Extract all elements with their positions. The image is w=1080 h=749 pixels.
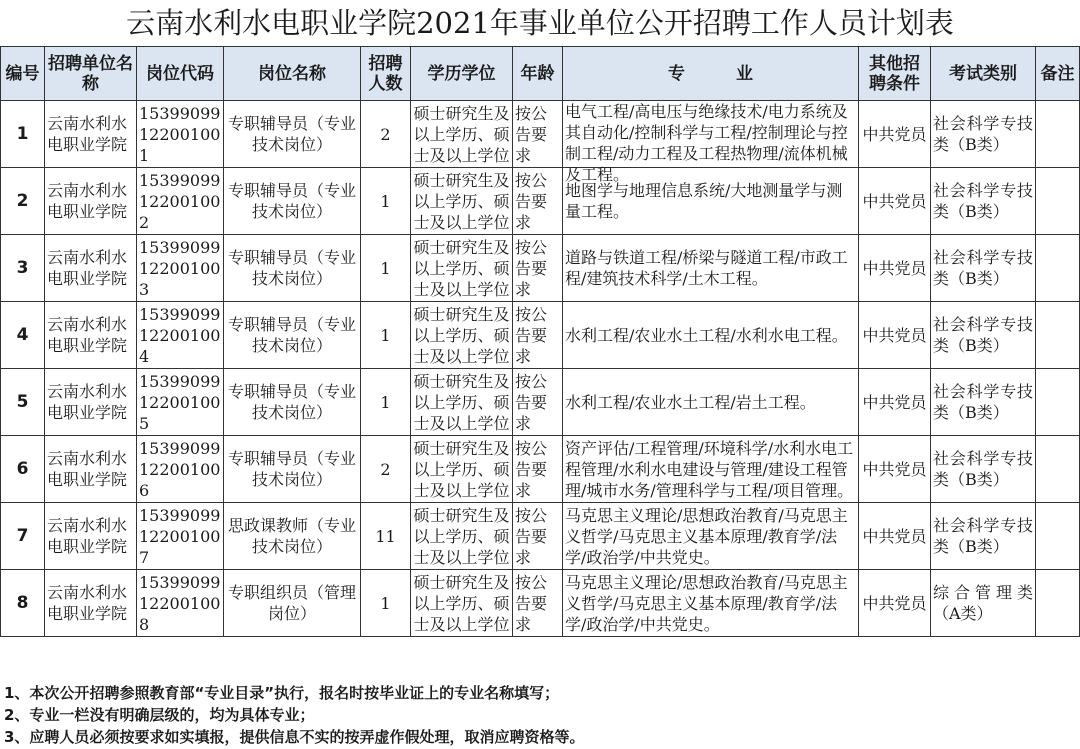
cell-post-text: 专职辅导员（专业技术岗位）	[227, 315, 356, 355]
table-row	[1, 570, 1080, 637]
cell-other	[859, 369, 931, 436]
cell-count	[361, 503, 411, 570]
cell-exam	[931, 168, 1036, 235]
cell-code-text: 15399099122001002	[139, 170, 221, 232]
cell-other	[859, 101, 931, 168]
cell-no-text: 2	[16, 190, 29, 211]
cell-edu-text: 硕士研究生及以上学历、硕士及以上学位	[413, 237, 510, 299]
cell-post-text: 专职组织员（管理岗位）	[227, 583, 356, 623]
cell-major	[563, 302, 859, 369]
cell-unit-text: 云南水利水电职业学院	[47, 248, 128, 288]
cell-unit-text: 云南水利水电职业学院	[47, 382, 128, 422]
cell-unit-text: 云南水利水电职业学院	[47, 516, 128, 556]
header-age: 年龄	[513, 47, 563, 101]
header-unit: 招聘单位名称	[45, 47, 137, 101]
cell-count-text: 1	[380, 593, 391, 613]
cell-unit	[45, 235, 137, 302]
cell-code	[137, 101, 224, 168]
cell-major-text: 地图学与地理信息系统/大地测量学与测量工程。	[565, 181, 843, 221]
cell-post	[224, 436, 361, 503]
cell-other	[859, 503, 931, 570]
header-remark: 备注	[1036, 47, 1080, 101]
cell-no	[1, 570, 45, 637]
cell-exam	[931, 101, 1036, 168]
cell-major	[563, 369, 859, 436]
cell-unit-text: 云南水利水电职业学院	[47, 583, 128, 623]
cell-no-text: 1	[16, 123, 29, 144]
cell-code-text: 15399099122001005	[139, 371, 221, 433]
cell-age	[513, 168, 563, 235]
cell-exam-text: 社会科学专技类（B类）	[933, 449, 1033, 489]
cell-count	[361, 436, 411, 503]
header-major: 专 业	[563, 47, 859, 101]
cell-exam	[931, 503, 1036, 570]
cell-exam	[931, 302, 1036, 369]
cell-age	[513, 369, 563, 436]
cell-no	[1, 101, 45, 168]
cell-exam	[931, 436, 1036, 503]
cell-post	[224, 369, 361, 436]
cell-code	[137, 168, 224, 235]
recruitment-table	[0, 46, 1080, 637]
table-header-row	[1, 47, 1080, 101]
cell-other-text: 中共党员	[862, 124, 927, 144]
cell-exam	[931, 235, 1036, 302]
cell-other-text: 中共党员	[862, 191, 927, 211]
cell-major	[563, 436, 859, 503]
cell-unit	[45, 101, 137, 168]
cell-age	[513, 570, 563, 637]
table-row	[1, 302, 1080, 369]
cell-exam-text: 社会科学专技类（B类）	[933, 516, 1033, 556]
table-row	[1, 101, 1080, 168]
cell-major	[563, 570, 859, 637]
cell-no	[1, 436, 45, 503]
cell-remark	[1036, 168, 1080, 235]
cell-major-text: 水利工程/农业水土工程/水利水电工程。	[565, 325, 848, 345]
cell-exam	[931, 570, 1036, 637]
cell-code-text: 15399099122001008	[139, 572, 221, 634]
page-title: 云南水利水电职业学院2021年事业单位公开招聘工作人员计划表	[126, 6, 954, 40]
cell-major-text: 马克思主义理论/思想政治教育/马克思主义哲学/马克思主义基本原理/教育学/法学/政治学/中共党史。	[565, 572, 848, 634]
cell-unit-text: 云南水利水电职业学院	[47, 449, 128, 489]
header-edu: 学历学位	[411, 47, 513, 101]
cell-post	[224, 168, 361, 235]
cell-other	[859, 235, 931, 302]
cell-remark	[1036, 235, 1080, 302]
cell-edu	[411, 235, 513, 302]
cell-unit	[45, 436, 137, 503]
cell-unit	[45, 302, 137, 369]
cell-age	[513, 503, 563, 570]
cell-post-text: 专职辅导员（专业技术岗位）	[227, 382, 356, 422]
header-other: 其他招聘条件	[859, 47, 931, 101]
table-row	[1, 235, 1080, 302]
cell-age	[513, 101, 563, 168]
table-row	[1, 168, 1080, 235]
cell-remark	[1036, 101, 1080, 168]
cell-no	[1, 168, 45, 235]
cell-major-text: 道路与铁道工程/桥梁与隧道工程/市政工程/建筑技术科学/土木工程。	[565, 248, 848, 288]
cell-count	[361, 168, 411, 235]
cell-remark	[1036, 436, 1080, 503]
cell-unit-text: 云南水利水电职业学院	[47, 114, 128, 154]
cell-no-text: 4	[16, 324, 29, 345]
cell-exam-text: 社会科学专技类（B类）	[933, 382, 1033, 422]
cell-edu-text: 硕士研究生及以上学历、硕士及以上学位	[413, 371, 510, 433]
cell-remark	[1036, 302, 1080, 369]
cell-count-text: 11	[375, 526, 396, 546]
cell-post	[224, 101, 361, 168]
cell-major-text: 资产评估/工程管理/环境科学/水利水电工程管理/水利水电建设与管理/建设工程管理/城市水务/管理科学与工程/项目管理。	[565, 438, 854, 500]
cell-no-text: 7	[16, 525, 29, 546]
notes	[4, 682, 1076, 748]
cell-remark	[1036, 570, 1080, 637]
cell-edu-text: 硕士研究生及以上学历、硕士及以上学位	[413, 304, 510, 366]
cell-major	[563, 503, 859, 570]
cell-exam-text: 综合管理类（A类）	[933, 583, 1033, 623]
header-no: 编号	[1, 47, 45, 101]
cell-no	[1, 302, 45, 369]
cell-code	[137, 436, 224, 503]
cell-major-text: 马克思主义理论/思想政治教育/马克思主义哲学/马克思主义基本原理/教育学/法学/政治学/中共党史。	[565, 505, 848, 567]
cell-code-text: 15399099122001006	[139, 438, 221, 500]
cell-other-text: 中共党员	[862, 459, 927, 479]
cell-code	[137, 369, 224, 436]
cell-unit	[45, 168, 137, 235]
cell-code	[137, 503, 224, 570]
cell-other	[859, 168, 931, 235]
cell-other	[859, 570, 931, 637]
header-post: 岗位名称	[224, 47, 361, 101]
cell-age-text: 按公告要求	[515, 505, 548, 567]
cell-other-text: 中共党员	[862, 392, 927, 412]
cell-edu	[411, 570, 513, 637]
cell-count-text: 2	[380, 124, 391, 144]
cell-post-text: 专职辅导员（专业技术岗位）	[227, 248, 356, 288]
note-2: 2、专业一栏没有明确层级的，均为具体专业；	[4, 706, 315, 724]
cell-other	[859, 436, 931, 503]
cell-count-text: 1	[380, 191, 391, 211]
cell-exam-text: 社会科学专技类（B类）	[933, 181, 1033, 221]
cell-unit-text: 云南水利水电职业学院	[47, 315, 128, 355]
cell-major-text: 水利工程/农业水土工程/岩土工程。	[565, 392, 816, 412]
cell-unit	[45, 570, 137, 637]
cell-other-text: 中共党员	[862, 258, 927, 278]
cell-age-text: 按公告要求	[515, 371, 548, 433]
cell-unit	[45, 369, 137, 436]
cell-edu-text: 硕士研究生及以上学历、硕士及以上学位	[413, 572, 510, 634]
cell-other-text: 中共党员	[862, 593, 927, 613]
cell-edu	[411, 369, 513, 436]
cell-count	[361, 570, 411, 637]
cell-remark	[1036, 369, 1080, 436]
cell-no-text: 8	[16, 592, 29, 613]
cell-count-text: 1	[380, 392, 391, 412]
cell-count-text: 2	[380, 459, 391, 479]
cell-post	[224, 235, 361, 302]
cell-post-text: 思政课教师（专业技术岗位）	[227, 516, 356, 556]
cell-other-text: 中共党员	[862, 325, 927, 345]
cell-count	[361, 101, 411, 168]
cell-post	[224, 570, 361, 637]
cell-code	[137, 302, 224, 369]
note-3: 3、应聘人员必须按要求如实填报，提供信息不实的按弄虚作假处理，取消应聘资格等。	[4, 728, 585, 746]
cell-edu	[411, 436, 513, 503]
cell-unit	[45, 503, 137, 570]
cell-exam	[931, 369, 1036, 436]
cell-edu-text: 硕士研究生及以上学历、硕士及以上学位	[413, 438, 510, 500]
cell-age-text: 按公告要求	[515, 237, 548, 299]
cell-post-text: 专职辅导员（专业技术岗位）	[227, 114, 356, 154]
cell-edu	[411, 168, 513, 235]
cell-age	[513, 235, 563, 302]
cell-code	[137, 570, 224, 637]
cell-age-text: 按公告要求	[515, 170, 548, 232]
cell-no	[1, 235, 45, 302]
cell-post-text: 专职辅导员（专业技术岗位）	[227, 181, 356, 221]
header-code: 岗位代码	[137, 47, 224, 101]
cell-no	[1, 503, 45, 570]
cell-code-text: 15399099122001001	[139, 103, 221, 165]
cell-age-text: 按公告要求	[515, 304, 548, 366]
cell-no	[1, 369, 45, 436]
cell-edu	[411, 101, 513, 168]
cell-age-text: 按公告要求	[515, 438, 548, 500]
cell-edu-text: 硕士研究生及以上学历、硕士及以上学位	[413, 103, 510, 165]
note-1: 1、本次公开招聘参照教育部“专业目录”执行，报名时按毕业证上的专业名称填写；	[4, 684, 560, 702]
table-row	[1, 369, 1080, 436]
cell-unit-text: 云南水利水电职业学院	[47, 181, 128, 221]
cell-major-text: 电气工程/高电压与绝缘技术/电力系统及其自动化/控制科学与工程/控制理论与控制工程/动力工程及工程热物理/流体机械及工程。	[565, 102, 848, 184]
cell-age-text: 按公告要求	[515, 103, 548, 165]
cell-post	[224, 302, 361, 369]
cell-edu-text: 硕士研究生及以上学历、硕士及以上学位	[413, 170, 510, 232]
cell-exam-text: 社会科学专技类（B类）	[933, 114, 1033, 154]
cell-post	[224, 503, 361, 570]
cell-age	[513, 436, 563, 503]
cell-count-text: 1	[380, 325, 391, 345]
cell-no-text: 3	[16, 257, 29, 278]
cell-remark	[1036, 503, 1080, 570]
cell-count-text: 1	[380, 258, 391, 278]
cell-age-text: 按公告要求	[515, 572, 548, 634]
cell-code-text: 15399099122001004	[139, 304, 221, 366]
cell-post-text: 专职辅导员（专业技术岗位）	[227, 449, 356, 489]
cell-code-text: 15399099122001003	[139, 237, 221, 299]
table-row	[1, 436, 1080, 503]
table-row	[1, 503, 1080, 570]
cell-edu	[411, 302, 513, 369]
cell-no-text: 5	[16, 391, 29, 412]
cell-no-text: 6	[16, 458, 29, 479]
cell-other	[859, 302, 931, 369]
header-exam: 考试类别	[931, 47, 1036, 101]
cell-count	[361, 369, 411, 436]
cell-major	[563, 101, 859, 184]
cell-edu-text: 硕士研究生及以上学历、硕士及以上学位	[413, 505, 510, 567]
cell-count	[361, 235, 411, 302]
cell-exam-text: 社会科学专技类（B类）	[933, 315, 1033, 355]
cell-other-text: 中共党员	[862, 526, 927, 546]
cell-code-text: 15399099122001007	[139, 505, 221, 567]
cell-major	[563, 235, 859, 302]
cell-age	[513, 302, 563, 369]
cell-count	[361, 302, 411, 369]
cell-exam-text: 社会科学专技类（B类）	[933, 248, 1033, 288]
cell-code	[137, 235, 224, 302]
header-count: 招聘人数	[361, 47, 411, 101]
cell-edu	[411, 503, 513, 570]
